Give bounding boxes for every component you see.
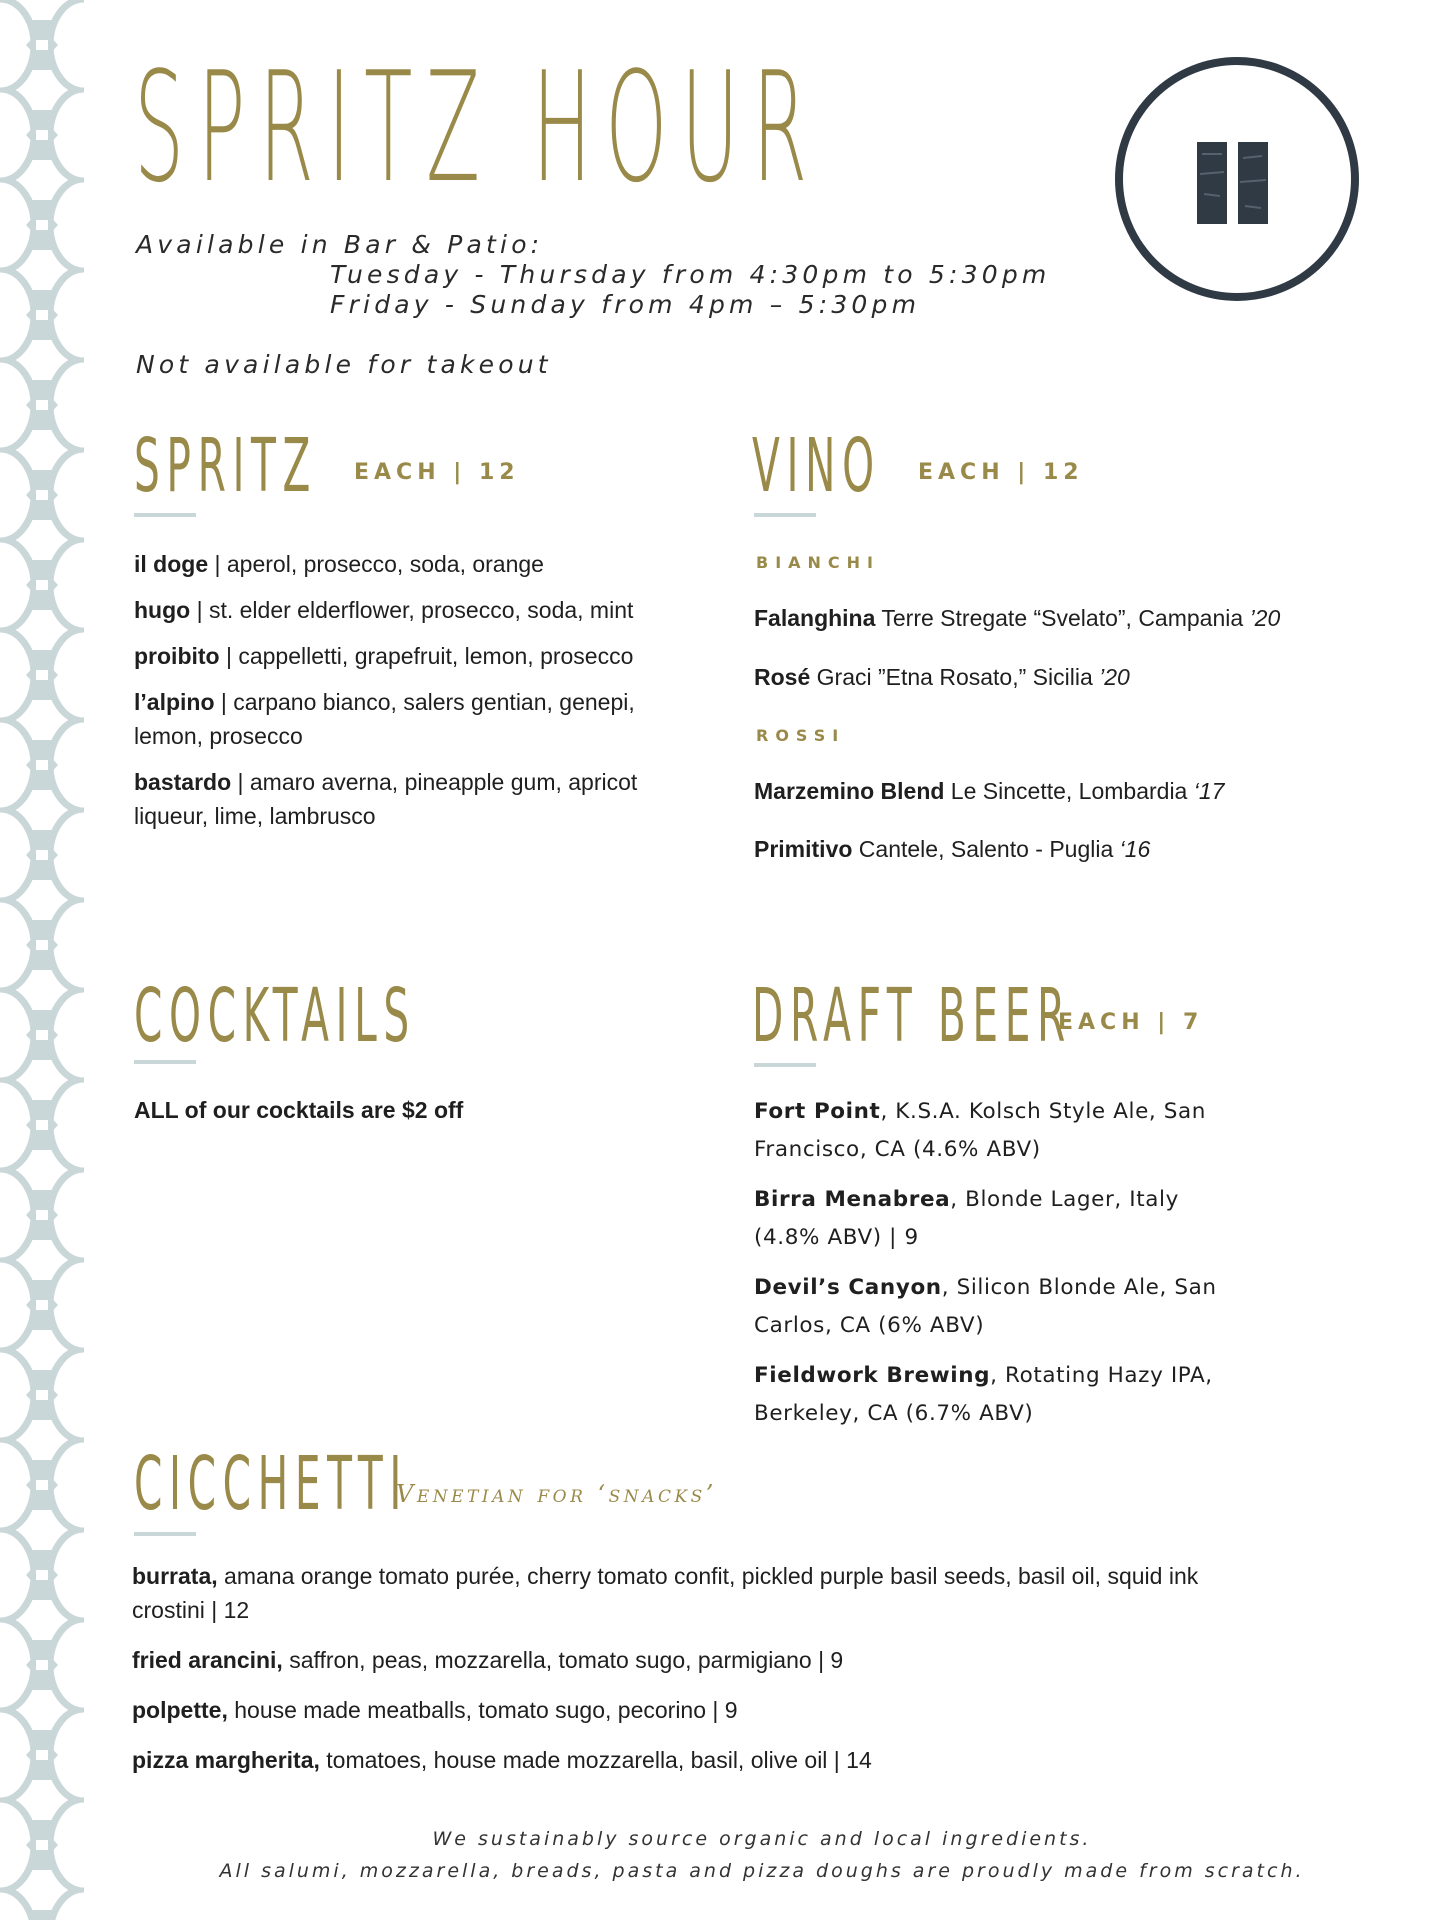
cicchetti-heading: CICCHETTI	[134, 1441, 408, 1527]
availability-hours	[136, 230, 1051, 320]
list-item: bastardo | amaro averna, pineapple gum, apricot liqueur, lime, lambrusco	[134, 769, 638, 829]
list-item: il doge | aperol, prosecco, soda, orange	[134, 551, 544, 577]
takeout-notice: Not available for takeout	[136, 350, 552, 379]
vino-heading: VINO	[752, 423, 881, 509]
spritz-price: EACH | 12	[354, 460, 520, 485]
list-item: proibito | cappelletti, grapefruit, lemon, prosecco	[134, 643, 634, 669]
decorative-pattern-border	[0, 0, 84, 1920]
vino-rule	[754, 513, 816, 517]
availability-lead: Available in Bar & Patio:	[136, 230, 544, 259]
page-title: SPRITZ HOUR	[134, 39, 821, 216]
list-item: pizza margherita, tomatoes, house made mozzarella, basil, olive oil | 14	[132, 1747, 872, 1773]
wine-item: Rosé Graci ”Etna Rosato,” Sicilia ’20	[754, 664, 1130, 690]
cocktails-heading: COCKTAILS	[134, 973, 416, 1059]
list-item: fried arancini, saffron, peas, mozzarella, tomato sugo, parmigiano | 9	[132, 1647, 844, 1673]
availability-weekend: Friday - Sunday from 4pm – 5:30pm	[330, 290, 921, 319]
footer-line-scratch: All salumi, mozzarella, breads, pasta and pizza doughs are proudly made from scratch.	[219, 1860, 1305, 1882]
bianchi-label: BIANCHI	[756, 553, 881, 572]
list-item: Fieldwork Brewing, Rotating Hazy IPA, Berkeley, CA (6.7% ABV)	[754, 1363, 1213, 1426]
spritz-heading: SPRITZ	[134, 423, 318, 509]
cicchetti-list	[132, 1559, 1262, 1777]
list-item: l’alpino | carpano bianco, salers gentian, genepi, lemon, prosecco	[134, 689, 635, 749]
wine-item: Marzemino Blend Le Sincette, Lombardia ‘17	[754, 778, 1225, 804]
beer-heading: DRAFT BEER	[752, 973, 1072, 1059]
list-item: Birra Menabrea, Blonde Lager, Italy (4.8% ABV) | 9	[754, 1187, 1179, 1250]
list-item: hugo | st. elder elderflower, prosecco, soda, mint	[134, 597, 634, 623]
beer-price: EACH | 7	[1058, 1010, 1204, 1035]
wine-item: Falanghina Terre Stregate “Svelato”, Campania ’20	[754, 605, 1281, 631]
spritz-list	[134, 547, 704, 833]
cicchetti-rule	[134, 1532, 196, 1536]
spritz-rule	[134, 513, 196, 517]
double-bar-circle-icon	[1112, 54, 1362, 304]
cocktails-rule	[134, 1060, 196, 1064]
beer-rule	[754, 1063, 816, 1067]
wine-item: Primitivo Cantele, Salento - Puglia ‘16	[754, 836, 1151, 862]
list-item: polpette, house made meatballs, tomato sugo, pecorino | 9	[132, 1697, 738, 1723]
beer-list	[754, 1093, 1244, 1445]
availability-weekday: Tuesday - Thursday from 4:30pm to 5:30pm	[330, 260, 1051, 289]
rossi-label: ROSSI	[756, 726, 846, 745]
cocktails-note: ALL of our cocktails are $2 off	[134, 1097, 464, 1123]
vino-price: EACH | 12	[918, 460, 1084, 485]
cicchetti-tagline: Venetian for ‘snacks’	[396, 1480, 717, 1508]
list-item: Devil’s Canyon, Silicon Blonde Ale, San Carlos, CA (6% ABV)	[754, 1275, 1217, 1338]
list-item: burrata, amana orange tomato purée, cherry tomato confit, pickled purple basil seeds, basil oil, squid ink crostini | 12	[132, 1563, 1199, 1623]
footer-line-sourcing: We sustainably source organic and local ingredients.	[432, 1828, 1092, 1850]
list-item: Fort Point, K.S.A. Kolsch Style Ale, San Francisco, CA (4.6% ABV)	[754, 1099, 1207, 1162]
